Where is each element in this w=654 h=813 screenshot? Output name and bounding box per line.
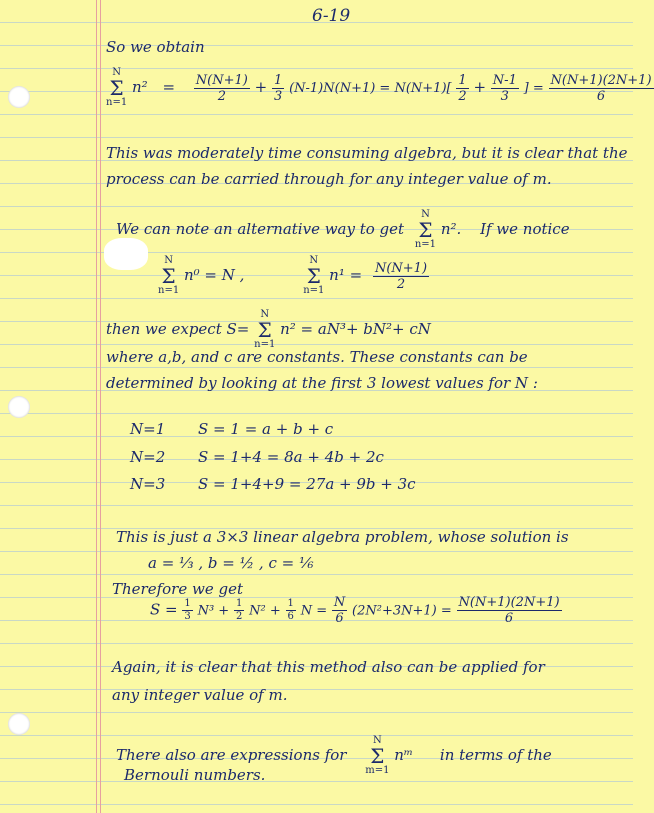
text-line: This is just a 3×3 linear algebra problem, whose solution is	[116, 528, 569, 546]
text-line-expect: then we expect S= N Σ n=1 n² = aN³+ bN²+ cN	[106, 309, 431, 350]
table-row-s: S = 1 = a + b + c	[198, 420, 334, 438]
text-line: Bernouli numbers.	[124, 766, 266, 784]
text-line: This was moderately time consuming algebra, but it is clear that the	[106, 144, 628, 162]
text-line-bernoulli: There also are expressions for N Σ m=1 nᵐ in terms of the	[116, 735, 552, 776]
binder-hole	[8, 86, 30, 108]
page-number: 6-19	[312, 6, 351, 26]
table-row-n: N=1	[130, 420, 166, 438]
equation-sum-of-squares: N Σ n=1 n² = $\frac{N(N+1)}{2}$ + $\frac{1}{3}$ (N-1)N(N+1) = N(N+1)[ $\frac{1}{2}$ + $\frac{N-1}{3}$ ] = $\frac{N(N+1)(2N+1)}{6}$	[106, 67, 652, 108]
solution-values: a = ⅓ , b = ½ , c = ⅙	[148, 554, 314, 572]
text-line: Therefore we get	[112, 580, 243, 598]
summation: N Σ n=1	[106, 67, 128, 108]
text-line-alternative: We can note an alternative way to get N Σ n=1 n². If we notice	[116, 209, 570, 250]
equation-basic-sums: N Σ n=1 n⁰ = N , N Σ n=1 n¹ = $\frac{N(N+1)}{2}$	[158, 255, 428, 296]
binder-hole	[8, 396, 30, 418]
text-line: determined by looking at the first 3 lowest values for N :	[106, 374, 538, 392]
table-row-n: N=2	[130, 448, 166, 466]
text-line: process can be carried through for any integer value of m.	[106, 170, 552, 188]
text-line: So we obtain	[106, 38, 205, 56]
table-row-s: S = 1+4 = 8a + 4b + 2c	[198, 448, 384, 466]
text-line: Again, it is clear that this method also can be applied for	[112, 658, 545, 676]
binder-hole	[8, 713, 30, 735]
equation-final: S = $\frac{1}{3}$ N³ + $\frac{1}{2}$ N² + $\frac{1}{6}$ N = $\frac{N}{6}$ (2N²+3N+1) = $\frac{N(N+1)(2N+1)}{6}$	[150, 595, 560, 626]
table-row-s: S = 1+4+9 = 27a + 9b + 3c	[198, 475, 416, 493]
table-row-n: N=3	[130, 475, 166, 493]
text-line: any integer value of m.	[112, 686, 288, 704]
text-line: where a,b, and c are constants. These constants can be	[106, 348, 528, 366]
